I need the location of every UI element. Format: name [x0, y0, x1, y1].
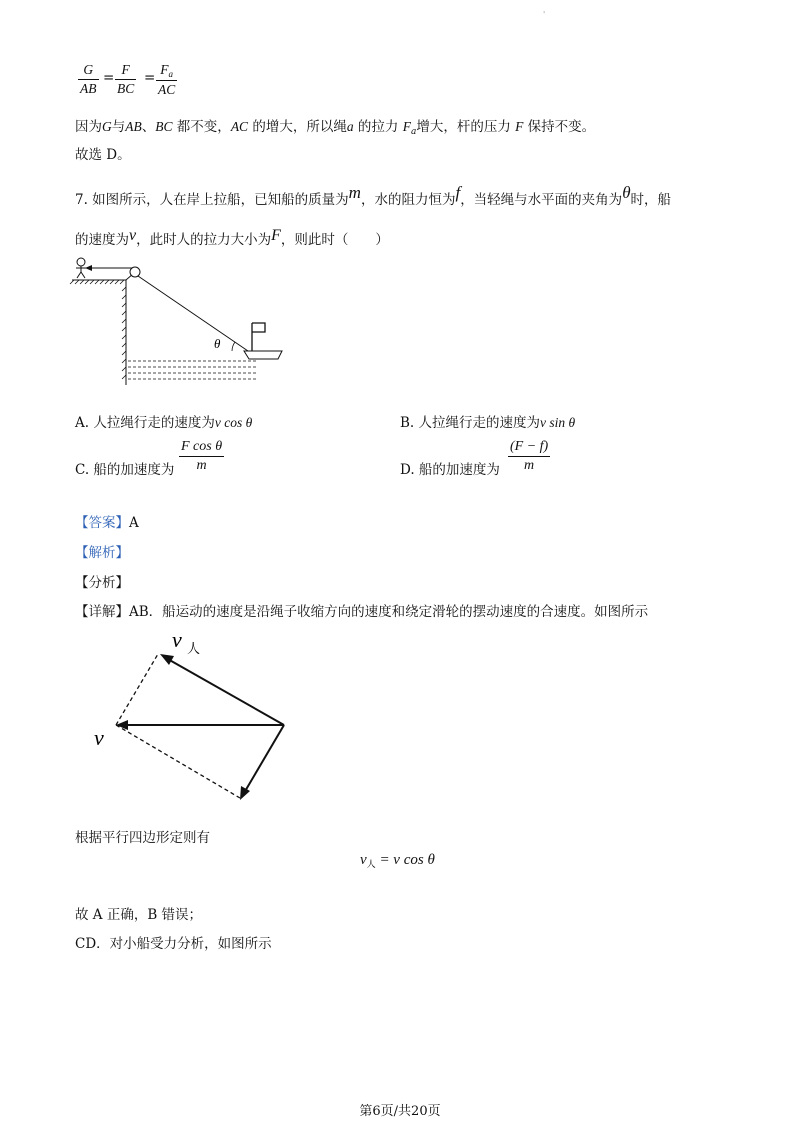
parallelogram-text: 根据平行四边形定则有: [75, 830, 210, 846]
arrow-left-icon: [85, 265, 92, 271]
figure-boat-pull: [68, 255, 298, 390]
line-because: 因为G与AB、BC 都不变，AC 的增大，所以绳a 的拉力 $F_a$增大，杆的压力 F 保持不变。: [75, 119, 596, 137]
line-choose: 故选 D。: [75, 147, 131, 163]
eq-sign: =: [144, 70, 156, 86]
vector-swing: [244, 725, 284, 793]
option-a[interactable]: A. 人拉绳行走的速度为v cos θ: [75, 415, 253, 431]
question-line-1: 7. 如图所示，人在岸上拉船，已知船的质量为m，水的阻力恒为f，当轻绳与水平面的夹角为θ时，船: [75, 183, 672, 208]
v-ren-sub: 人: [187, 641, 201, 656]
answer-line: [75, 511, 139, 531]
option-d-fraction: (F − f) m: [510, 439, 549, 473]
frac1-num: G: [83, 62, 94, 77]
frac2-num: F: [121, 62, 130, 77]
answer-tag: 【答案】: [75, 515, 129, 531]
cd-text: CD．对小船受力分析，如图所示: [75, 936, 272, 952]
result-formula: $v_人 = v$ cos θ: [360, 852, 435, 869]
eq-sign: =: [103, 70, 115, 86]
flag-icon: [252, 323, 265, 351]
option-c-fraction: F cos θ m: [181, 439, 223, 473]
frac2-den: BC: [117, 81, 135, 96]
arrowhead-icon: [160, 654, 174, 665]
option-c[interactable]: C. 船的加速度为: [75, 462, 175, 478]
vector-v-ren: [166, 658, 284, 725]
answer-value: A: [129, 515, 139, 531]
question-line-2: 的速度为v，此时人的拉力大小为F，则此时（ ）: [75, 227, 389, 248]
conclusion: 故 A 正确，B 错误；: [75, 907, 203, 923]
detail-line: 【详解】AB．船运动的速度是沿绳子收缩方向的速度和绕定滑轮的摆动速度的合速度。如图所示: [75, 604, 649, 620]
arrowhead-icon: [240, 786, 250, 800]
theta-label: θ: [214, 336, 221, 351]
page-footer: 第6页/共20页: [359, 1104, 441, 1119]
pulley-icon: [130, 267, 140, 277]
rope-slanted: [138, 276, 248, 351]
figure-velocity-decomposition: [88, 625, 328, 810]
v-label: v: [94, 725, 104, 750]
header-mark: ': [543, 10, 546, 19]
option-d[interactable]: D. 船的加速度为: [400, 462, 500, 478]
fenxi-tag: 【分析】: [75, 575, 129, 591]
frac3-num: $F_a$: [160, 62, 173, 79]
person-icon: [76, 258, 86, 278]
frac3-den: AC: [158, 82, 176, 97]
detail-tag: 【详解】: [75, 604, 129, 620]
analysis-tag: 【解析】: [75, 545, 129, 561]
frac1-den: AB: [80, 81, 97, 96]
v-ren-label: v: [172, 627, 182, 652]
boat-icon: [244, 351, 282, 359]
option-b[interactable]: B. 人拉绳行走的速度为v sin θ: [400, 415, 576, 431]
